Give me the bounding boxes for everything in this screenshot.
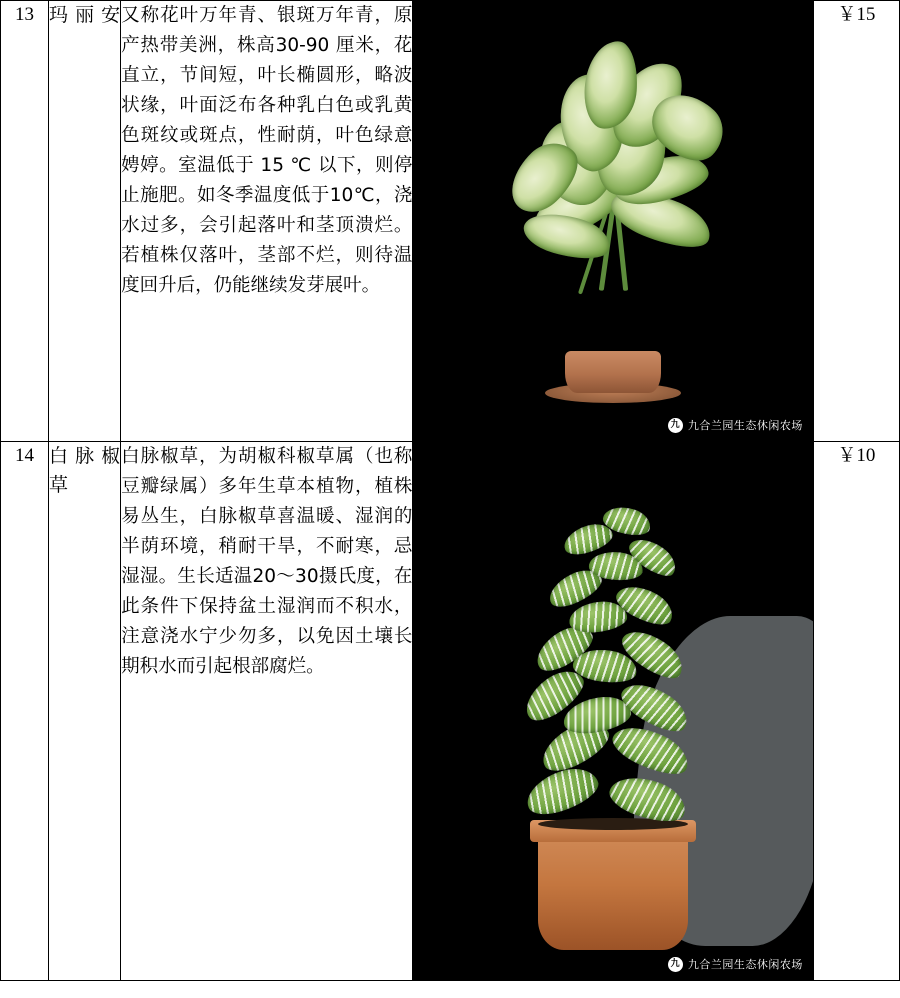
logo-icon: 九	[668, 418, 683, 433]
logo-icon: 九	[668, 957, 683, 972]
watermark-text: 九合兰园生态休闲农场	[687, 419, 803, 432]
row-price: ￥15	[813, 1, 899, 442]
row-image-cell	[413, 442, 813, 981]
watermark-text: 九合兰园生态休闲农场	[687, 958, 803, 971]
table-row	[1, 1, 900, 442]
row-description: 白脉椒草，为胡椒科椒草属（也称豆瓣绿属）多年生草本植物，植株易丛生，白脉椒草喜温暖、湿润的半荫环境，稍耐干旱，不耐寒，忌湿湿。生长适温20～30摄氏度，在此条件下保持盆土湿润而不积水，注意浇水宁少勿多，以免因土壤长期积水而引起根部腐烂。	[121, 442, 413, 981]
photo-watermark	[668, 417, 803, 433]
pot-shape	[565, 351, 661, 393]
row-index: 14	[1, 442, 49, 981]
table-row	[1, 442, 900, 981]
row-description: 又称花叶万年青、银斑万年青，原产热带美洲，株高30-90 厘米，花直立，节间短，叶长椭圆形，略波状缘，叶面泛布各种乳白色或乳黄色斑纹或斑点，性耐荫，叶色绿意娉婷。室温低于 15 ℃ 以下，则停止施肥。如冬季温度低于10℃，浇水过多，会引起落叶和茎顶溃烂。若植株仅落叶，茎部不烂，则待温度回升后，仍能继续发芽展叶。	[121, 1, 413, 442]
row-image-cell	[413, 1, 813, 442]
plant-photo-peperomia	[413, 442, 812, 980]
row-name: 白脉椒草	[49, 442, 121, 981]
row-index: 13	[1, 1, 49, 442]
plant-photo-dieffenbachia	[413, 1, 812, 441]
photo-watermark	[668, 956, 803, 972]
row-price: ￥10	[813, 442, 899, 981]
pot-shape	[538, 832, 688, 950]
row-name: 玛丽安	[49, 1, 121, 442]
